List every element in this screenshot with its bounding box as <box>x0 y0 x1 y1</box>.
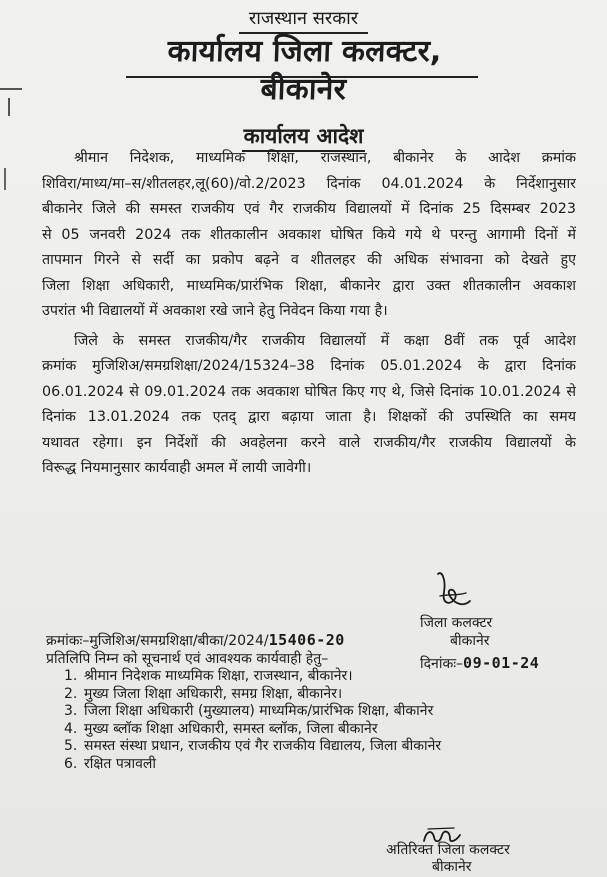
order-paragraph-2-line: 06.01.2024 से 09.01.2024 तक अवकाश घोषित किए गए थे, जिसे दिनांक 10.01.2024 से <box>42 383 576 400</box>
order-paragraph-1-line: से 05 जनवरी 2024 तक शीतकालीन अवकाश घोषित किये गये थे परन्तु आगामी दिनों में <box>42 226 576 243</box>
order-paragraph-2-line: जिले के समस्त राजकीय/गैर राजकीय विद्यालयों में कक्षा 8वीं तक पूर्व आदेश <box>74 332 576 349</box>
dispatch-reference-prefix: क्रमांकः–मुजिशिअ/समग्रशिक्षा/बीका/2024/ <box>46 633 269 649</box>
signer-designation: अतिरिक्त जिला कलक्टर <box>386 842 510 858</box>
list-item <box>64 756 526 774</box>
signer-designation: जिला कलक्टर <box>420 615 493 631</box>
list-item-text: मुख्य ब्लॉक शिक्षा अधिकारी, समस्त ब्लॉक, जिला बीकानेर <box>84 720 378 737</box>
list-item <box>64 721 526 739</box>
list-item-text: रक्षित पत्रावली <box>84 755 157 772</box>
copy-to-intro: प्रतिलिपि निम्न को सूचनार्थ एवं आवश्यक कार्यवाही हेतु– <box>46 650 329 667</box>
recipient-list <box>46 668 526 773</box>
page-edge-mark <box>4 168 6 190</box>
list-item <box>64 668 526 686</box>
signer-place: बीकानेर <box>432 859 472 875</box>
page-edge-mark <box>8 98 10 116</box>
order-date-value: 09-01-24 <box>463 654 540 672</box>
list-item-text: जिला शिक्षा अधिकारी (मुख्यालय) माध्यमिक/प्रारंभिक शिक्षा, बीकानेर <box>84 703 434 719</box>
dispatch-reference-number: 15406-20 <box>268 631 345 649</box>
page-edge-mark <box>0 88 22 98</box>
list-item-number: 6. <box>64 755 78 772</box>
order-paragraph-1-line: उपरांत भी विद्यालयों में अवकाश रखे जाने हेतु निवेदन किया गया है। <box>42 303 388 319</box>
order-body <box>42 146 576 482</box>
list-item <box>64 703 526 721</box>
order-paragraph-1-line: तापमान गिरने से सर्दी का प्रकोप बढ़ने व शीतलहर की अधिक संभावना को देखते हुए <box>42 252 576 268</box>
list-item <box>64 686 526 704</box>
order-paragraph-2-line: विरूद्ध नियमानुसार कार्यवाही अमल में लायी जावेगी। <box>42 460 312 476</box>
additional-collector-signature-block <box>386 842 510 876</box>
office-heading-underline <box>126 76 478 78</box>
order-paragraph-1-line: जिला शिक्षा अधिकारी, माध्यमिक/प्रारंभिक शिक्षा, बीकानेर द्वारा उक्त शीतकालीन अवकाश <box>42 277 576 294</box>
order-paragraph-2-line: क्रमांक मुजिशिअ/समग्रशिक्षा/2024/15324–38 दिनांक 05.01.2024 के द्वारा दिनांक <box>42 358 576 374</box>
list-item <box>64 738 526 756</box>
collector-signature <box>432 566 472 614</box>
government-heading-text: राजस्थान सरकार <box>239 8 368 34</box>
order-paragraph-2-line: यथावत रहेगा। इन निर्देशों की अवहेलना करने वाले राजकीय/गैर राजकीय विद्यालयों के <box>42 434 576 451</box>
order-title-text: कार्यालय आदेश <box>242 123 366 152</box>
list-item-number: 5. <box>64 738 78 754</box>
government-heading <box>0 8 607 34</box>
order-paragraph-1-line: श्रीमान निदेशक, माध्यमिक शिक्षा, राजस्थान, बीकानेर के आदेश क्रमांक <box>74 150 576 166</box>
order-date-label: दिनांकः– <box>420 656 464 672</box>
order-paragraph-1-line: बीकानेर जिले की समस्त राजकीय एवं गैर राजकीय विद्यालयों में दिनांक 25 दिसम्बर 2023 <box>42 201 576 217</box>
list-item-text: श्रीमान निदेशक माध्यमिक शिक्षा, राजस्थान, बीकानेर। <box>84 668 353 684</box>
list-item-text: समस्त संस्था प्रधान, राजकीय एवं गैर राजकीय विद्यालय, जिला बीकानेर <box>84 738 442 754</box>
office-heading: कार्यालय जिला कलक्टर, बीकानेर <box>167 34 443 107</box>
list-item-number: 2. <box>64 685 78 702</box>
order-paragraph-1-line: शिविरा/माध्य/मा–स/शीतलहर,लू(60)/वो.2/2023 दिनांक 04.01.2024 के निर्देशानुसार <box>42 175 576 192</box>
dispatch-section <box>46 632 526 773</box>
list-item-number: 3. <box>64 703 78 719</box>
list-item-number: 4. <box>64 720 78 737</box>
order-paragraph-2-line: दिनांक 13.01.2024 तक एतद् द्वारा बढ़ाया जाता है। शिक्षकों की उपस्थिति का समय <box>42 409 576 425</box>
list-item-text: मुख्य जिला शिक्षा अधिकारी, समग्र शिक्षा, बीकानेर। <box>84 685 343 702</box>
dispatch-reference <box>46 632 526 651</box>
signer-place: बीकानेर <box>450 633 490 649</box>
list-item-number: 1. <box>64 668 78 684</box>
